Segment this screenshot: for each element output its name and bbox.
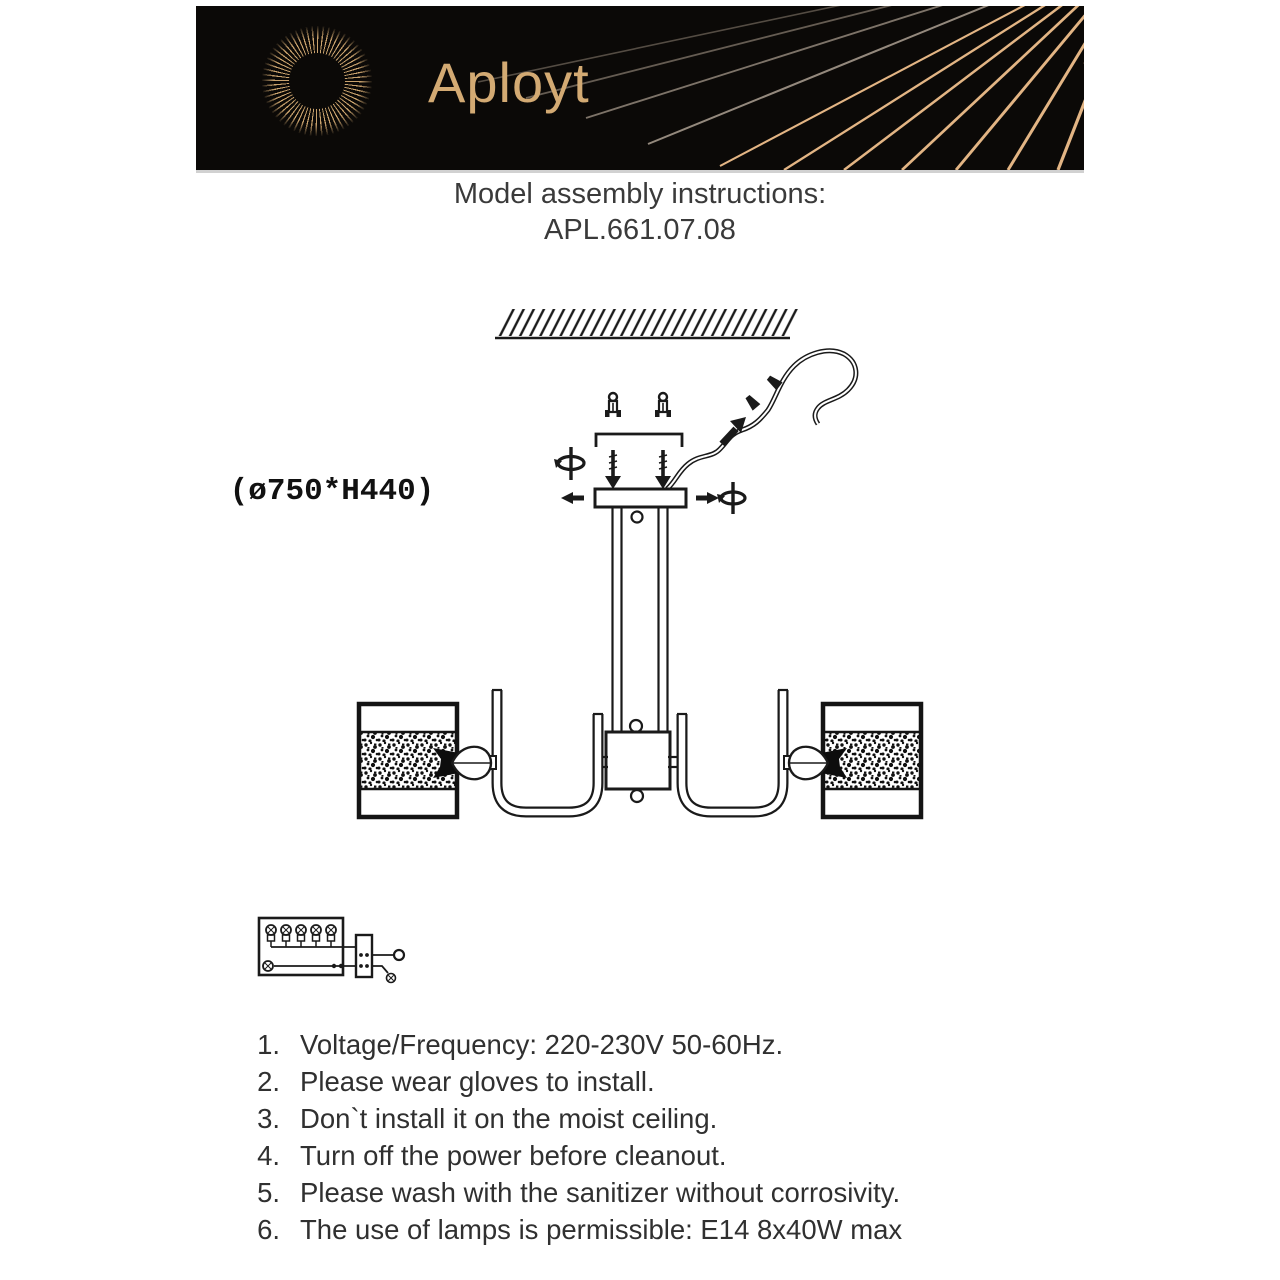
instruction-text: Don`t install it on the moist ceiling. <box>300 1103 718 1134</box>
instruction-item <box>246 1211 902 1248</box>
instruction-text: Please wear gloves to install. <box>300 1066 655 1097</box>
lamp-socket-single <box>263 961 273 971</box>
slide-arrow-left-icon <box>561 492 584 504</box>
instruction-number: 4. <box>257 1140 280 1171</box>
dimension-label: (ø750*H440) <box>229 474 435 509</box>
page-title: Model assembly instructions: <box>453 178 827 210</box>
instruction-number: 1. <box>257 1029 280 1060</box>
slide-arrow-right-icon <box>696 492 719 504</box>
rotate-arrow-left-icon <box>554 447 584 480</box>
wall-anchor-right <box>655 393 671 417</box>
terminal-block <box>356 935 372 977</box>
lamp-arm-left <box>492 690 603 812</box>
wire-nut-icon <box>744 393 761 410</box>
instruction-number: 3. <box>257 1103 280 1134</box>
instruction-number: 5. <box>257 1177 280 1208</box>
instruction-item <box>246 1063 902 1100</box>
ceiling-hatch <box>495 309 801 338</box>
plug-symbol <box>387 974 396 983</box>
canopy-plate <box>595 489 686 507</box>
instruction-item <box>246 1137 902 1174</box>
instruction-item <box>246 1174 902 1211</box>
hanging-rod <box>613 507 668 732</box>
instruction-text: The use of lamps is permissible: E14 8x40W max <box>300 1214 903 1245</box>
central-hub <box>599 732 677 802</box>
brand-wordmark: Aployt <box>428 51 590 114</box>
shade-left <box>359 704 461 817</box>
instruction-number: 2. <box>257 1066 280 1097</box>
rotate-arrow-right-icon <box>717 482 745 514</box>
instruction-item <box>246 1100 902 1137</box>
instruction-number: 6. <box>257 1214 280 1245</box>
lamp-socket-row <box>266 925 336 947</box>
model-number: APL.661.07.08 <box>544 214 736 246</box>
wall-anchor-left <box>605 393 621 417</box>
instruction-text: Turn off the power before cleanout. <box>300 1140 727 1171</box>
mounting-screw-left <box>605 450 621 489</box>
instruction-text: Voltage/Frequency: 220-230V 50-60Hz. <box>300 1029 784 1060</box>
shade-right <box>819 704 921 817</box>
wiring-schematic <box>259 918 404 983</box>
power-wires <box>667 351 856 489</box>
ground-ring-icon <box>394 950 404 960</box>
instructions-list <box>246 1026 902 1248</box>
instruction-item <box>246 1026 902 1063</box>
bracket-guide <box>596 434 682 447</box>
mounting-screw-right <box>655 450 671 489</box>
instruction-text: Please wash with the sanitizer without corrosivity. <box>300 1177 901 1208</box>
lamp-arm-right <box>677 690 788 812</box>
